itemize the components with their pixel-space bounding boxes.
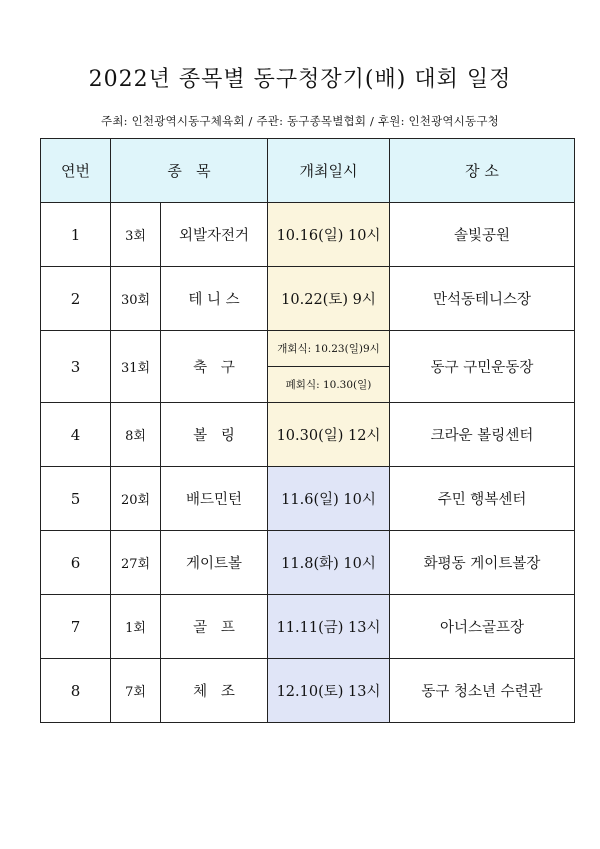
header-no: 연번	[41, 139, 111, 203]
event-place: 만석동테니스장	[390, 267, 575, 331]
event-name: 축 구	[161, 331, 268, 403]
closing-ceremony-date: 폐회식: 10.30(일)	[268, 367, 390, 403]
table-row	[41, 203, 575, 267]
table-row	[41, 267, 575, 331]
header-place: 장 소	[390, 139, 575, 203]
table-row	[41, 403, 575, 467]
event-place: 동구 청소년 수련관	[390, 659, 575, 723]
event-count: 27회	[111, 531, 161, 595]
row-number: 1	[41, 203, 111, 267]
event-count: 1회	[111, 595, 161, 659]
event-count: 20회	[111, 467, 161, 531]
event-date: 11.6(일) 10시	[268, 467, 390, 531]
header-row	[41, 139, 575, 203]
event-name: 볼 링	[161, 403, 268, 467]
table-row	[41, 595, 575, 659]
row-number: 6	[41, 531, 111, 595]
row-number: 5	[41, 467, 111, 531]
event-place: 주민 행복센터	[390, 467, 575, 531]
event-place: 크라운 볼링센터	[390, 403, 575, 467]
event-date: 10.30(일) 12시	[268, 403, 390, 467]
event-count: 3회	[111, 203, 161, 267]
event-count: 30회	[111, 267, 161, 331]
event-count: 31회	[111, 331, 161, 403]
event-place: 솔빛공원	[390, 203, 575, 267]
event-name: 외발자전거	[161, 203, 268, 267]
event-count: 8회	[111, 403, 161, 467]
row-number: 4	[41, 403, 111, 467]
row-number: 3	[41, 331, 111, 403]
event-name: 테 니 스	[161, 267, 268, 331]
event-date: 11.11(금) 13시	[268, 595, 390, 659]
opening-ceremony-date: 개회식: 10.23(일)9시	[268, 331, 390, 367]
schedule-table	[40, 138, 575, 723]
header-event: 종 목	[111, 139, 268, 203]
event-place: 아너스골프장	[390, 595, 575, 659]
event-name: 체 조	[161, 659, 268, 723]
event-place: 동구 구민운동장	[390, 331, 575, 403]
row-number: 2	[41, 267, 111, 331]
event-name: 배드민턴	[161, 467, 268, 531]
event-date: 11.8(화) 10시	[268, 531, 390, 595]
event-name: 골 프	[161, 595, 268, 659]
table-row	[41, 467, 575, 531]
event-date: 10.22(토) 9시	[268, 267, 390, 331]
table-row	[41, 331, 575, 367]
row-number: 7	[41, 595, 111, 659]
organizer-line: 주최: 인천광역시동구체육회 / 주관: 동구종목별협회 / 후원: 인천광역시동구청	[101, 114, 499, 128]
event-name: 게이트볼	[161, 531, 268, 595]
row-number: 8	[41, 659, 111, 723]
event-date: 10.16(일) 10시	[268, 203, 390, 267]
header-datetime: 개최일시	[268, 139, 390, 203]
table-row	[41, 531, 575, 595]
page-title: 2022년 종목별 동구청장기(배) 대회 일정	[88, 67, 512, 92]
event-place: 화평동 게이트볼장	[390, 531, 575, 595]
table-row	[41, 659, 575, 723]
event-count: 7회	[111, 659, 161, 723]
event-date: 12.10(토) 13시	[268, 659, 390, 723]
